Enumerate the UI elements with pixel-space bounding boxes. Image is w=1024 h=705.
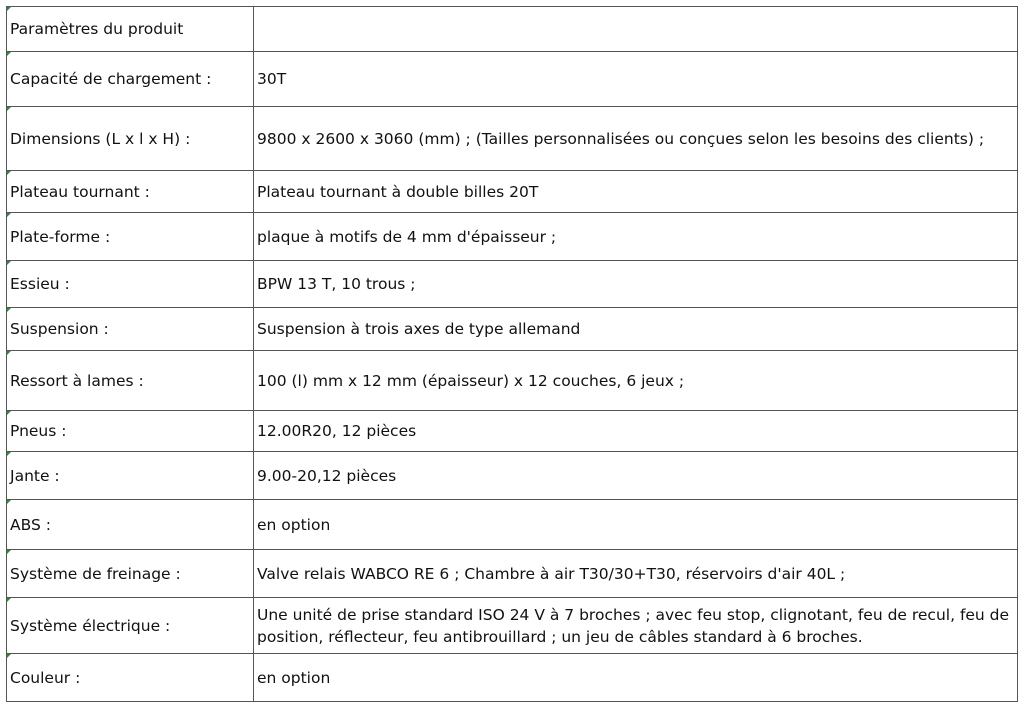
row-value-plateau: Plateau tournant à double billes 20T bbox=[254, 171, 1018, 213]
row-value-couleur: en option bbox=[254, 654, 1018, 702]
table-row bbox=[7, 411, 1018, 452]
row-value-ressort: 100 (l) mm x 12 mm (épaisseur) x 12 couches, 6 jeux ; bbox=[254, 351, 1018, 411]
row-label-abs: ABS : bbox=[7, 500, 254, 550]
table-row bbox=[7, 107, 1018, 171]
table-row bbox=[7, 654, 1018, 702]
row-value-parametres bbox=[254, 7, 1018, 52]
row-label-pneus: Pneus : bbox=[7, 411, 254, 452]
row-label-capacite: Capacité de chargement : bbox=[7, 52, 254, 107]
row-value-abs: en option bbox=[254, 500, 1018, 550]
table-row bbox=[7, 261, 1018, 308]
spec-table bbox=[6, 6, 1018, 702]
row-label-parametres: Paramètres du produit bbox=[7, 7, 254, 52]
table-row bbox=[7, 171, 1018, 213]
row-value-electrique: Une unité de prise standard ISO 24 V à 7 broches ; avec feu stop, clignotant, feu de recul, feu de position, réflecteur, feu antibrouillard ; un jeu de câbles standard à 6 broches. bbox=[254, 598, 1018, 654]
row-value-jante: 9.00-20,12 pièces bbox=[254, 452, 1018, 500]
table-row bbox=[7, 598, 1018, 654]
row-label-couleur: Couleur : bbox=[7, 654, 254, 702]
row-value-suspension: Suspension à trois axes de type allemand bbox=[254, 308, 1018, 351]
row-label-freinage: Système de freinage : bbox=[7, 550, 254, 598]
row-label-dimensions: Dimensions (L x l x H) : bbox=[7, 107, 254, 171]
table-row bbox=[7, 308, 1018, 351]
table-row bbox=[7, 550, 1018, 598]
table-row bbox=[7, 52, 1018, 107]
row-value-essieu: BPW 13 T, 10 trous ; bbox=[254, 261, 1018, 308]
row-label-plateau: Plateau tournant : bbox=[7, 171, 254, 213]
row-value-dimensions: 9800 x 2600 x 3060 (mm) ; (Tailles personnalisées ou conçues selon les besoins des clients) ; bbox=[254, 107, 1018, 171]
row-label-essieu: Essieu : bbox=[7, 261, 254, 308]
table-row bbox=[7, 452, 1018, 500]
row-value-freinage: Valve relais WABCO RE 6 ; Chambre à air T30/30+T30, réservoirs d'air 40L ; bbox=[254, 550, 1018, 598]
table-row bbox=[7, 213, 1018, 261]
row-label-electrique: Système électrique : bbox=[7, 598, 254, 654]
row-value-pneus: 12.00R20, 12 pièces bbox=[254, 411, 1018, 452]
table-row bbox=[7, 7, 1018, 52]
row-label-jante: Jante : bbox=[7, 452, 254, 500]
row-label-ressort: Ressort à lames : bbox=[7, 351, 254, 411]
table-row bbox=[7, 500, 1018, 550]
row-label-plateforme: Plate-forme : bbox=[7, 213, 254, 261]
table-row bbox=[7, 351, 1018, 411]
row-value-plateforme: plaque à motifs de 4 mm d'épaisseur ; bbox=[254, 213, 1018, 261]
row-value-capacite: 30T bbox=[254, 52, 1018, 107]
row-label-suspension: Suspension : bbox=[7, 308, 254, 351]
